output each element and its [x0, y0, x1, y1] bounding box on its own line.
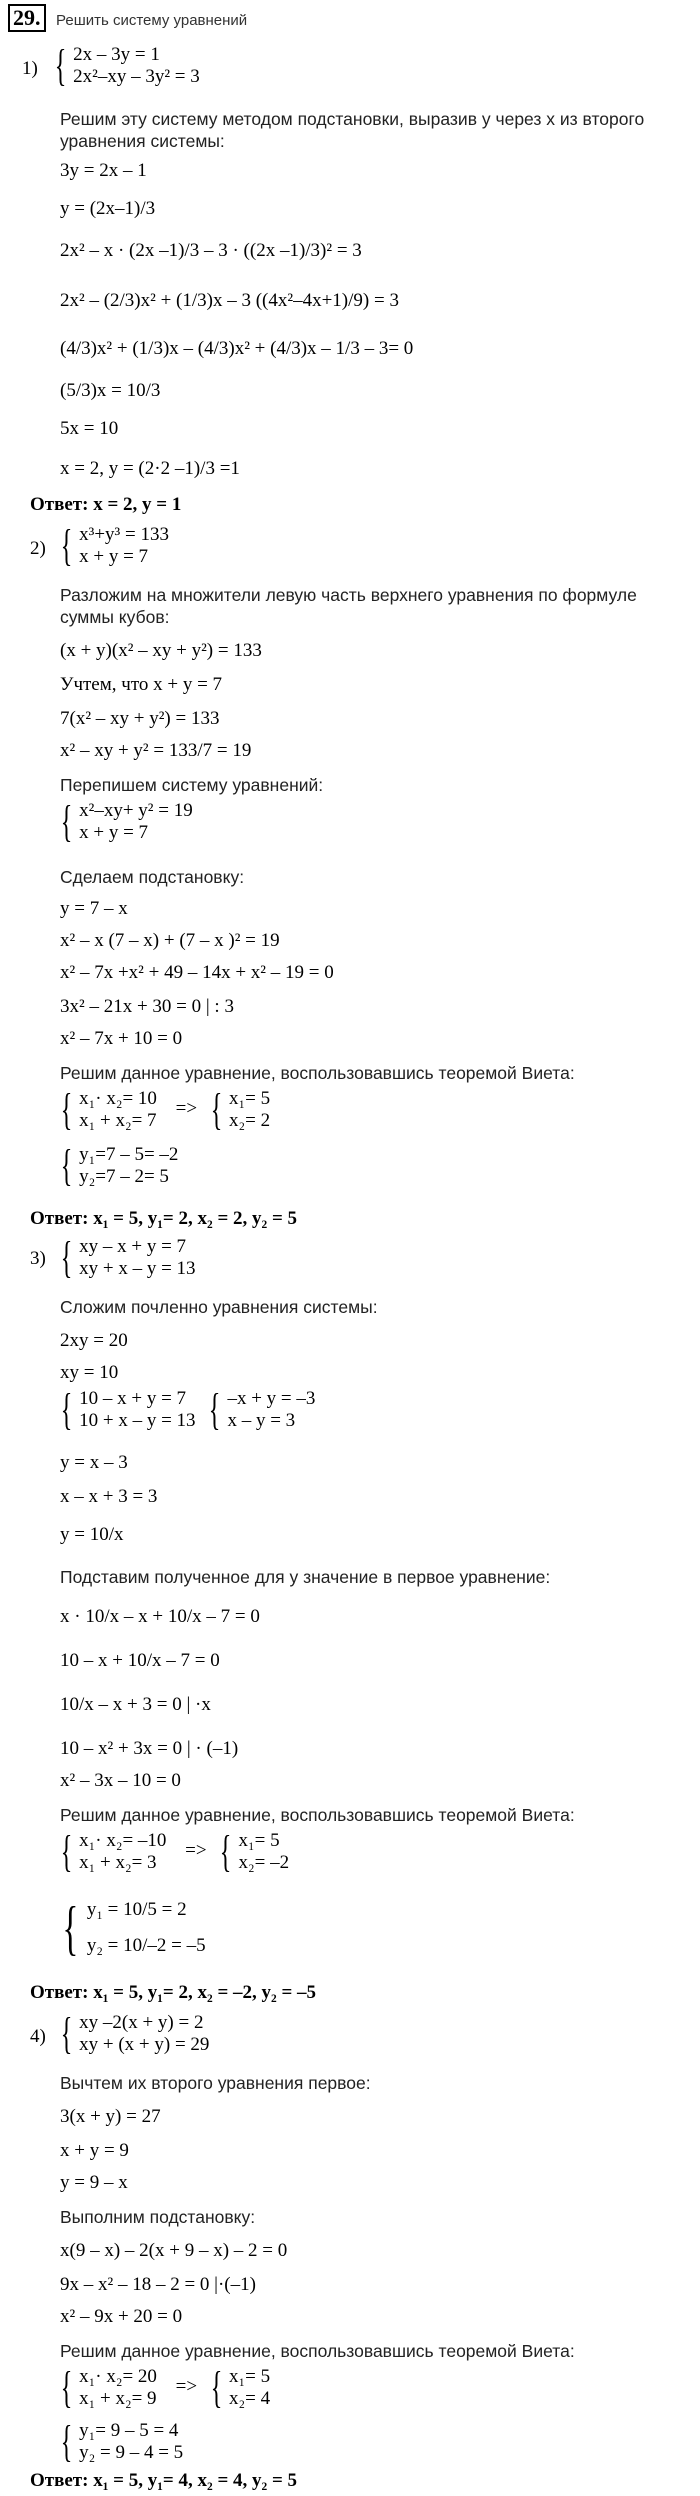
p3-system-pair: { 10 – x + y = 7 10 + x – y = 13 { –x + y = –3 x – y = 3: [60, 1385, 316, 1434]
p3-line-7: 10 – x + 10/x – 7 = 0: [60, 1650, 220, 1671]
p4-system: { xy –2(x + y) = 2 xy + (x + y) = 29: [60, 2009, 210, 2058]
p2-line-3: 7(x² – xy + y²) = 133: [60, 708, 220, 729]
p4-line-6: x² – 9x + 20 = 0: [60, 2306, 183, 2327]
p1-line-5: (4/3)x² + (1/3)x – (4/3)x² + (4/3)x – 1/3 – 3= 0: [60, 338, 414, 359]
p2-system-eq1: x³+y³ = 133: [79, 524, 169, 545]
p4-vieta-product: x₁· x₂= 20: [79, 2366, 157, 2387]
p2-line-2: Учтем, что x + y = 7: [60, 674, 223, 695]
p1-line-7: 5x = 10: [60, 418, 119, 439]
p1-line-6: (5/3)x = 10/3: [60, 380, 161, 401]
p4-system-eq1: xy –2(x + y) = 2: [79, 2012, 204, 2033]
p4-y2: y₂ = 9 – 4 = 5: [79, 2442, 184, 2463]
p2-text-3: Сделаем подстановку:: [60, 867, 245, 887]
p2-system: { x³+y³ = 133 x + y = 7: [60, 521, 169, 570]
p2-system2-eq1: x²–xy+ y² = 19: [79, 800, 193, 821]
p4-line-3: y = 9 – x: [60, 2172, 128, 2193]
p3-vieta: { x₁· x₂= –10 x₁ + x₂= 3 => { x₁= 5 x₂= –2: [60, 1827, 290, 1876]
p3-line-3: y = x – 3: [60, 1452, 128, 1473]
p1-line-1: 3y = 2x – 1: [60, 160, 147, 181]
p3-vieta-product: x₁· x₂= –10: [79, 1830, 167, 1851]
p4-system-eq2: xy + (x + y) = 29: [79, 2034, 210, 2055]
p3-line-5: y = 10/x: [60, 1524, 124, 1545]
p2-line-8: 3x² – 21x + 30 = 0 | : 3: [60, 996, 234, 1017]
p4-line-5: 9x – x² – 18 – 2 = 0 |·(–1): [60, 2274, 256, 2295]
p4-line-2: x + y = 9: [60, 2140, 129, 2161]
p4-vieta: { x₁· x₂= 20 x₁ + x₂= 9 => { x₁= 5 x₂= 4: [60, 2363, 271, 2412]
problem-number: 29.: [8, 4, 46, 32]
p3-line-8: 10/x – x + 3 = 0 | ·x: [60, 1694, 211, 1715]
p2-line-6: x² – x (7 – x) + (7 – x )² = 19: [60, 930, 280, 951]
p3-line-4: x – x + 3 = 3: [60, 1486, 158, 1507]
p4-vieta-sum: x₁ + x₂= 9: [79, 2388, 157, 2409]
p4-number: 4): [30, 2026, 46, 2047]
p2-line-4: x² – xy + y² = 133/7 = 19: [60, 740, 252, 761]
p2-vieta: { x₁· x₂= 10 x₁ + x₂= 7 => { x₁= 5 x₂= 2: [60, 1085, 271, 1134]
p3-answer: Ответ: x₁ = 5, y₁= 2, x₂ = –2, y₂ = –5: [30, 1982, 317, 2003]
p3-ys: { y₁ = 10/5 = 2 y₂ = 10/–2 = –5: [56, 1892, 206, 1964]
p3-line-10: x² – 3x – 10 = 0: [60, 1770, 181, 1791]
p2-y1: y₁=7 – 5= –2: [79, 1144, 179, 1165]
p1-system-eq2: 2x²–xy – 3y² = 3: [73, 66, 200, 87]
p4-text-1: Вычтем их второго уравнения первое:: [60, 2073, 371, 2093]
p4-answer: Ответ: x₁ = 5, y₁= 4, x₂ = 4, y₂ = 5: [30, 2470, 298, 2491]
p2-system-eq2: x + y = 7: [79, 546, 149, 567]
p1-answer: Ответ: x = 2, y = 1: [30, 494, 182, 515]
p3-line-6: x · 10/x – x + 10/x – 7 = 0: [60, 1606, 260, 1627]
p2-ys: { y₁=7 – 5= –2 y₂=7 – 2= 5: [60, 1141, 179, 1190]
p4-arrow: =>: [175, 2376, 198, 2398]
p3-text-2: Подставим полученное для y значение в первое уравнение:: [60, 1567, 551, 1587]
p3-y2: y₂ = 10/–2 = –5: [86, 1935, 206, 1956]
p1-system: { 2x – 3y = 1 2x²–xy – 3y² = 3: [54, 41, 200, 90]
p2-system-2: { x²–xy+ y² = 19 x + y = 7: [60, 797, 193, 846]
p2-y2: y₂=7 – 2= 5: [79, 1166, 169, 1187]
p3-system-eq2: xy + x – y = 13: [79, 1258, 196, 1279]
p2-line-1: (x + y)(x² – xy + y²) = 133: [60, 640, 262, 661]
p2-vieta-product: x₁· x₂= 10: [79, 1088, 157, 1109]
p4-root-2: x₂= 4: [228, 2388, 271, 2409]
p3-system: { xy – x + y = 7 xy + x – y = 13: [60, 1233, 196, 1282]
p3-y1: y₁ = 10/5 = 2: [86, 1899, 187, 1920]
p1-line-8: x = 2, y = (2·2 –1)/3 =1: [60, 458, 240, 479]
p2-line-9: x² – 7x + 10 = 0: [60, 1028, 183, 1049]
p1-text-1: Решим эту систему методом подстановки, выразив y через x из второго: [60, 109, 645, 129]
p2-text-2: Перепишем систему уравнений:: [60, 775, 324, 795]
p4-root-1: x₁= 5: [228, 2366, 271, 2387]
p2-line-7: x² – 7x +x² + 49 – 14x + x² – 19 = 0: [60, 962, 334, 983]
p3-line-1: 2xy = 20: [60, 1330, 128, 1351]
p3-vieta-sum: x₁ + x₂= 3: [79, 1852, 157, 1873]
p1-line-3: 2x² – x · (2x –1)/3 – 3 · ((2x –1)/3)² = 3: [60, 240, 362, 261]
p3-system-eq1: xy – x + y = 7: [79, 1236, 187, 1257]
problem-title: Решить систему уравнений: [56, 12, 248, 29]
p2-answer: Ответ: x₁ = 5, y₁= 2, x₂ = 2, y₂ = 5: [30, 1208, 298, 1229]
p2-arrow: =>: [175, 1098, 198, 1120]
p1-text-2: уравнения системы:: [60, 131, 225, 151]
p2-text-1a: Разложим на множители левую часть верхнего уравнения по формуле: [60, 585, 637, 605]
p3-sysB-eq2: x – y = 3: [227, 1410, 296, 1431]
p2-line-5: y = 7 – x: [60, 898, 128, 919]
p4-line-4: x(9 – x) – 2(x + 9 – x) – 2 = 0: [60, 2240, 288, 2261]
p1-system-eq1: 2x – 3y = 1: [73, 44, 160, 65]
p4-text-3: Решим данное уравнение, воспользовавшись теоремой Виета:: [60, 2341, 575, 2361]
p1-line-2: y = (2x–1)/3: [60, 198, 156, 219]
p2-text-4: Решим данное уравнение, воспользовавшись теоремой Виета:: [60, 1063, 575, 1083]
p3-text-1: Сложим почленно уравнения системы:: [60, 1297, 378, 1317]
p3-sysA-eq1: 10 – x + y = 7: [79, 1388, 187, 1409]
p3-line-9: 10 – x² + 3x = 0 | · (–1): [60, 1738, 239, 1759]
p3-number: 3): [30, 1248, 46, 1269]
p3-sysA-eq2: 10 + x – y = 13: [79, 1410, 196, 1431]
p3-root-1: x₁= 5: [238, 1830, 280, 1851]
p3-sysB-eq1: –x + y = –3: [227, 1388, 316, 1409]
p2-vieta-sum: x₁ + x₂= 7: [79, 1110, 157, 1131]
p2-root-2: x₂= 2: [228, 1110, 271, 1131]
p1-number: 1): [22, 58, 38, 79]
p2-number: 2): [30, 538, 46, 559]
p4-y1: y₁= 9 – 5 = 4: [79, 2420, 179, 2441]
p2-root-1: x₁= 5: [228, 1088, 271, 1109]
p1-line-4: 2x² – (2/3)x² + (1/3)x – 3 ((4x²–4x+1)/9) = 3: [60, 290, 399, 311]
p3-line-2: xy = 10: [60, 1362, 119, 1383]
p3-root-2: x₂= –2: [238, 1852, 290, 1873]
p3-arrow: =>: [185, 1840, 207, 1862]
p2-system2-eq2: x + y = 7: [79, 822, 149, 843]
p4-ys: { y₁= 9 – 5 = 4 y₂ = 9 – 4 = 5: [60, 2417, 184, 2466]
p2-text-1b: суммы кубов:: [60, 607, 170, 627]
p3-text-3: Решим данное уравнение, воспользовавшись теоремой Виета:: [60, 1805, 575, 1825]
p4-line-1: 3(x + y) = 27: [60, 2106, 161, 2127]
p4-text-2: Выполним подстановку:: [60, 2207, 256, 2227]
